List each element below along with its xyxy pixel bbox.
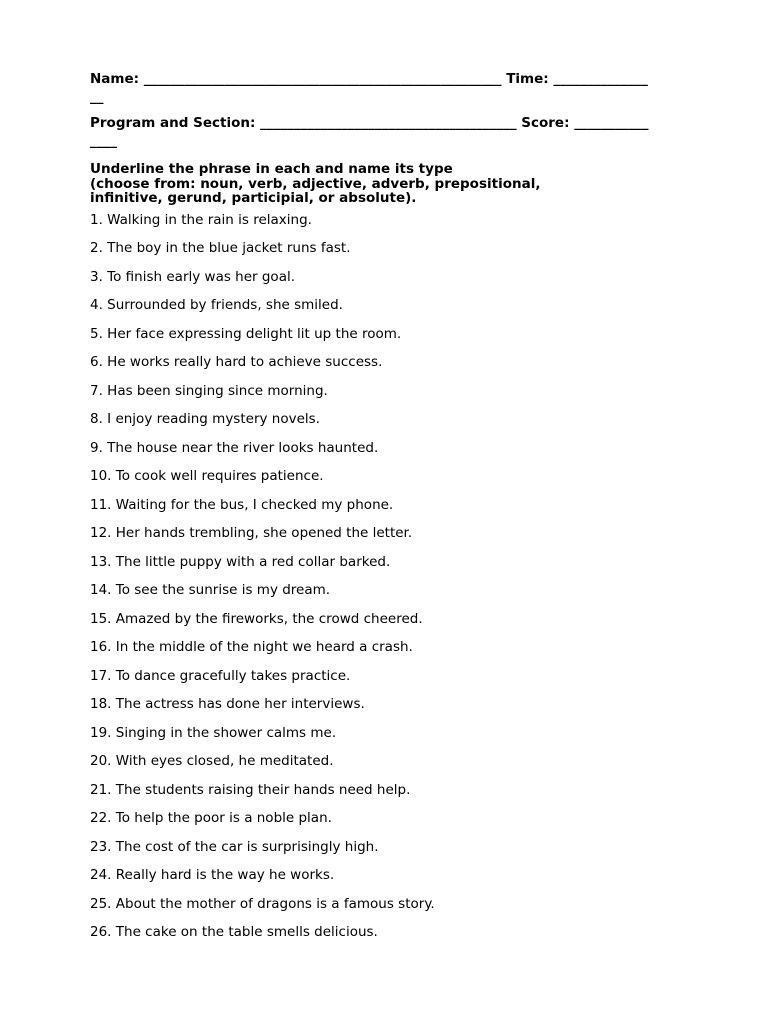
exercise-item: 8. I enjoy reading mystery novels.: [90, 411, 320, 427]
exercise-item: 5. Her face expressing delight lit up the room.: [90, 325, 402, 342]
score-label: Score:: [521, 115, 570, 131]
exercise-item: 13. The little puppy with a red collar barked.: [90, 553, 391, 570]
exercise-item: 26. The cake on the table smells delicious.: [90, 924, 378, 940]
program-score-line: [90, 114, 650, 150]
exercise-item: 15. Amazed by the fireworks, the crowd cheered.: [90, 610, 423, 627]
program-blank: ______________________________________: [260, 115, 517, 131]
worksheet-page: [90, 70, 650, 953]
time-blank: ________________: [90, 71, 648, 105]
exercise-item: 16. In the middle of the night we heard a crash.: [90, 639, 413, 655]
exercise-item: 20. With eyes closed, he meditated.: [90, 753, 334, 769]
exercise-item: 9. The house near the river looks haunted.: [90, 439, 379, 456]
name-time-line: [90, 70, 650, 106]
name-label: Name:: [90, 71, 140, 87]
exercise-item: 1. Walking in the rain is relaxing.: [90, 211, 312, 228]
exercise-item: 2. The boy in the blue jacket runs fast.: [90, 240, 351, 256]
exercise-item: 23. The cost of the car is surprisingly high.: [90, 838, 379, 855]
exercise-item: 19. Singing in the shower calms me.: [90, 724, 337, 741]
exercise-item: 4. Surrounded by friends, she smiled.: [90, 297, 343, 313]
exercise-item: 24. Really hard is the way he works.: [90, 867, 335, 883]
exercise-item: 7. Has been singing since morning.: [90, 382, 328, 399]
exercise-item: 6. He works really hard to achieve success.: [90, 354, 383, 370]
exercise-item: 12. Her hands trembling, she opened the letter.: [90, 525, 413, 541]
exercise-item: 3. To finish early was her goal.: [90, 268, 296, 285]
exercise-item: 10. To cook well requires patience.: [90, 468, 324, 484]
exercise-item: 21. The students raising their hands need help.: [90, 781, 411, 798]
exercise-list: [90, 212, 650, 953]
instructions: Underline the phrase in each and name its type (choose from: noun, verb, adjective, adverb, prepositional, infinitive, gerund, participial, or absolute).: [90, 161, 541, 206]
time-label: Time:: [506, 71, 549, 87]
program-label: Program and Section:: [90, 115, 256, 131]
exercise-item: 14. To see the sunrise is my dream.: [90, 582, 331, 598]
exercise-item: 17. To dance gracefully takes practice.: [90, 667, 351, 684]
exercise-item: 22. To help the poor is a noble plan.: [90, 810, 332, 826]
name-blank: _____________________________________________________: [143, 71, 502, 87]
score-blank: _______________: [90, 115, 649, 149]
exercise-item: 25. About the mother of dragons is a famous story.: [90, 895, 435, 912]
exercise-item: 11. Waiting for the bus, I checked my phone.: [90, 496, 394, 513]
exercise-item: 18. The actress has done her interviews.: [90, 696, 365, 712]
